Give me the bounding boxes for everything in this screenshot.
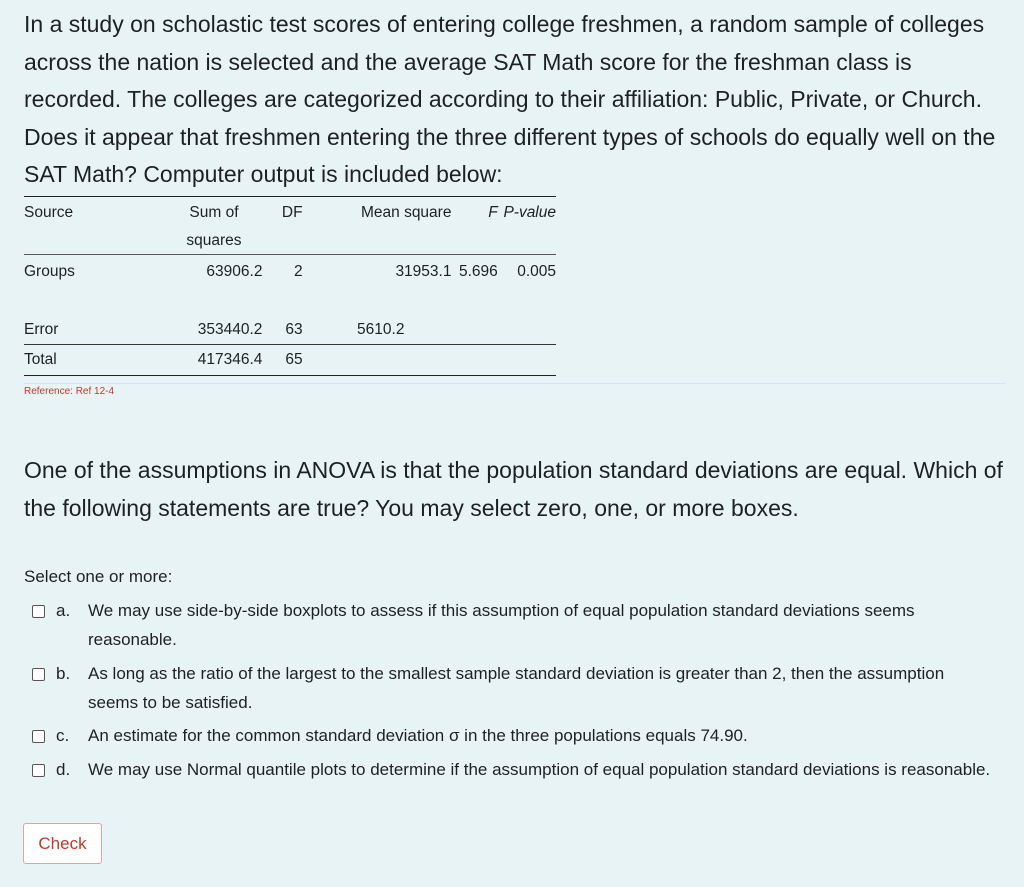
cell-f [451,345,497,376]
cell-p [498,345,556,376]
checkbox-c[interactable] [32,730,45,743]
cell-source: Error [24,320,59,338]
header-sum-of-squares [165,197,262,255]
header-p-value [498,197,556,255]
header-mean-square: Mean square [360,204,452,221]
checkbox-b[interactable] [32,668,45,681]
cell-ms: 31953.1 [395,263,452,280]
option-text: As long as the ratio of the largest to the smallest sample standard deviation is greater than 2, then the assumption seems to be satisfied. [88,664,945,712]
header-df: DF [281,204,303,221]
reference-note: Reference: Ref 12-4 [24,386,115,397]
table-header-row [24,197,556,255]
select-instruction: Select one or more: [24,567,173,586]
cell-ms: 5610.2 [357,320,405,338]
option-text: We may use side-by-side boxplots to assess if this assumption of equal population standard deviations seems reasonable. [88,601,915,649]
header-p-value-text: P-value [503,204,556,221]
question-text: One of the assumptions in ANOVA is that the population standard deviations are equal. Which of the following statements are true? You may select zero, one, or more boxes. [24,457,1003,521]
option-text: We may use Normal quantile plots to determine if the assumption of equal population standard deviations is reasonable. [88,760,991,779]
cell-f [451,315,497,345]
header-f: F [488,204,498,221]
cell-ss: 63906.2 [206,263,263,280]
header-ss-line1: Sum of [189,204,239,221]
checkbox-a[interactable] [32,605,45,618]
section-divider [24,383,1006,384]
header-ss-line2: squares [186,232,242,249]
cell-source: Groups [24,263,75,280]
cell-df: 2 [293,263,303,280]
check-button[interactable]: Check [23,823,102,864]
cell-df: 63 [285,320,303,338]
cell-f: 5.696 [458,263,498,280]
table-row [24,315,556,345]
checkbox-d[interactable] [32,764,45,777]
cell-p [498,315,556,345]
header-source: Source [24,204,74,221]
cell-source: Total [24,351,57,368]
question-intro: In a study on scholastic test scores of entering college freshmen, a random sample of colleges across the nation is selected and the average SAT Math score for the freshman class is recorded. The colleges are categorized according to their affiliation: Public, Private, or Church. Does it appear that freshmen entering the three different types of schools do equally well on the SAT Math? Computer output is included below: [24,11,996,187]
cell-p: 0.005 [517,263,556,280]
cell-df: 65 [285,351,303,368]
option-letter: b. [56,664,71,683]
table-row [24,255,556,315]
option-letter: c. [56,726,70,745]
option-letter: a. [56,601,71,620]
table-row [24,345,556,376]
cell-ms [303,345,452,376]
cell-ss: 417346.4 [197,351,263,368]
cell-ss: 353440.2 [197,320,263,338]
option-letter: d. [56,760,71,779]
option-text: An estimate for the common standard deviation σ in the three populations equals 74.90. [88,726,748,745]
anova-table [24,196,556,376]
